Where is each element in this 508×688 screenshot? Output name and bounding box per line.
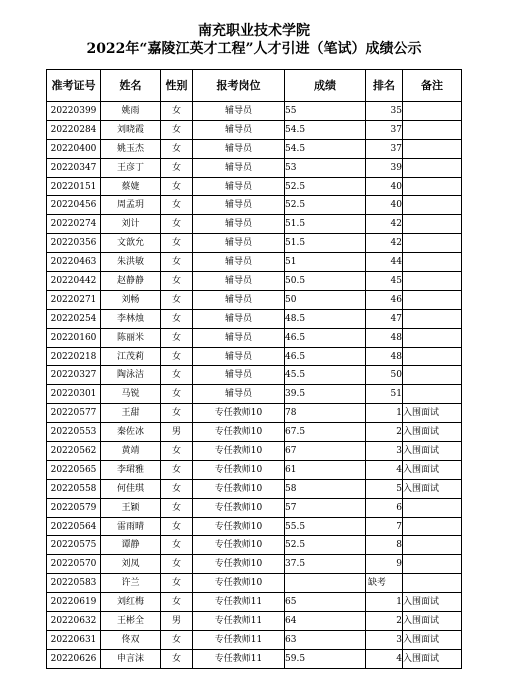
exam-id-cell: 20220463 — [47, 253, 101, 272]
gender-cell: 男 — [161, 612, 193, 631]
remarks-cell — [403, 536, 462, 555]
gender-cell: 女 — [161, 196, 193, 215]
score-cell: 46.5 — [285, 328, 366, 347]
position-cell: 辅导员 — [193, 347, 285, 366]
table-row — [47, 555, 462, 574]
position-cell: 专任教师10 — [193, 498, 285, 517]
exam-id-cell: 20220562 — [47, 442, 101, 461]
rank-cell: 3 — [366, 442, 403, 461]
remarks-cell: 入围面试 — [403, 442, 462, 461]
remarks-cell — [403, 574, 462, 593]
gender-cell: 女 — [161, 272, 193, 291]
gender-cell: 女 — [161, 309, 193, 328]
name-cell: 王彦丁 — [101, 158, 161, 177]
score-cell: 67.5 — [285, 423, 366, 442]
results-table — [46, 69, 462, 669]
score-cell: 64 — [285, 612, 366, 631]
name-cell: 刘计 — [101, 215, 161, 234]
exam-id-cell: 20220632 — [47, 612, 101, 631]
rank-cell: 35 — [366, 102, 403, 121]
exam-id-cell: 20220218 — [47, 347, 101, 366]
position-cell: 专任教师10 — [193, 404, 285, 423]
name-cell: 陈丽米 — [101, 328, 161, 347]
remarks-cell — [403, 196, 462, 215]
name-cell: 刘晓霞 — [101, 120, 161, 139]
score-cell: 78 — [285, 404, 366, 423]
exam-id-cell: 20220327 — [47, 366, 101, 385]
gender-cell: 女 — [161, 139, 193, 158]
table-row — [47, 366, 462, 385]
gender-cell: 女 — [161, 593, 193, 612]
remarks-cell — [403, 253, 462, 272]
exam-id-cell: 20220579 — [47, 498, 101, 517]
name-cell: 许兰 — [101, 574, 161, 593]
table-row — [47, 139, 462, 158]
score-cell: 59.5 — [285, 649, 366, 668]
position-cell: 专任教师10 — [193, 442, 285, 461]
gender-cell: 女 — [161, 328, 193, 347]
rank-cell: 48 — [366, 328, 403, 347]
position-cell: 辅导员 — [193, 309, 285, 328]
gender-cell: 女 — [161, 102, 193, 121]
exam-id-cell: 20220301 — [47, 385, 101, 404]
name-cell: 申言沫 — [101, 649, 161, 668]
name-cell: 王颖 — [101, 498, 161, 517]
rank-cell: 46 — [366, 290, 403, 309]
score-cell: 57 — [285, 498, 366, 517]
name-cell: 刘凤 — [101, 555, 161, 574]
position-cell: 专任教师11 — [193, 649, 285, 668]
score-cell: 52.5 — [285, 177, 366, 196]
exam-id-cell: 20220570 — [47, 555, 101, 574]
table-row — [47, 404, 462, 423]
position-cell: 辅导员 — [193, 385, 285, 404]
exam-id-cell: 20220160 — [47, 328, 101, 347]
remarks-cell: 入围面试 — [403, 404, 462, 423]
name-cell: 黄靖 — [101, 442, 161, 461]
position-cell: 辅导员 — [193, 139, 285, 158]
column-header-exam-id: 准考证号 — [47, 70, 101, 102]
exam-id-cell: 20220442 — [47, 272, 101, 291]
column-header-position: 报考岗位 — [193, 70, 285, 102]
score-cell: 55.5 — [285, 517, 366, 536]
exam-id-cell: 20220619 — [47, 593, 101, 612]
name-cell: 朱洪敏 — [101, 253, 161, 272]
position-cell: 专任教师10 — [193, 536, 285, 555]
exam-id-cell: 20220583 — [47, 574, 101, 593]
table-row — [47, 328, 462, 347]
exam-id-cell: 20220151 — [47, 177, 101, 196]
column-header-gender: 性别 — [161, 70, 193, 102]
gender-cell: 女 — [161, 290, 193, 309]
name-cell: 王彬全 — [101, 612, 161, 631]
rank-cell: 2 — [366, 612, 403, 631]
name-cell: 何佳琪 — [101, 479, 161, 498]
position-cell: 辅导员 — [193, 290, 285, 309]
institution-title: 南充职业技术学院 — [198, 23, 310, 39]
table-row — [47, 574, 462, 593]
remarks-cell: 入围面试 — [403, 612, 462, 631]
rank-cell: 40 — [366, 177, 403, 196]
table-row — [47, 347, 462, 366]
gender-cell: 女 — [161, 630, 193, 649]
score-cell: 54.5 — [285, 120, 366, 139]
exam-id-cell: 20220271 — [47, 290, 101, 309]
gender-cell: 女 — [161, 366, 193, 385]
table-row — [47, 593, 462, 612]
rank-cell: 1 — [366, 593, 403, 612]
gender-cell: 女 — [161, 385, 193, 404]
exam-id-cell: 20220626 — [47, 649, 101, 668]
name-cell: 陶泳洁 — [101, 366, 161, 385]
remarks-cell — [403, 498, 462, 517]
score-cell: 65 — [285, 593, 366, 612]
rank-cell: 37 — [366, 120, 403, 139]
table-row — [47, 272, 462, 291]
table-body — [47, 102, 462, 669]
name-cell: 刘红梅 — [101, 593, 161, 612]
gender-cell: 女 — [161, 479, 193, 498]
exam-id-cell: 20220274 — [47, 215, 101, 234]
position-cell: 专任教师10 — [193, 423, 285, 442]
name-cell: 王甜 — [101, 404, 161, 423]
score-cell: 45.5 — [285, 366, 366, 385]
rank-cell: 51 — [366, 385, 403, 404]
name-cell: 秦佐冰 — [101, 423, 161, 442]
rank-cell: 44 — [366, 253, 403, 272]
name-cell: 雷雨晴 — [101, 517, 161, 536]
table-row — [47, 536, 462, 555]
table-row — [47, 102, 462, 121]
score-cell: 39.5 — [285, 385, 366, 404]
score-cell: 53 — [285, 158, 366, 177]
remarks-cell — [403, 347, 462, 366]
table-row — [47, 177, 462, 196]
gender-cell: 女 — [161, 404, 193, 423]
gender-cell: 女 — [161, 498, 193, 517]
table-row — [47, 120, 462, 139]
table-row — [47, 460, 462, 479]
name-cell: 蔡婕 — [101, 177, 161, 196]
exam-id-cell: 20220577 — [47, 404, 101, 423]
remarks-cell — [403, 120, 462, 139]
position-cell: 专任教师10 — [193, 555, 285, 574]
table-row — [47, 215, 462, 234]
name-cell: 姚雨 — [101, 102, 161, 121]
document-title: 2022年“嘉陵江英才工程”人才引进（笔试）成绩公示 — [86, 41, 422, 57]
name-cell: 江茂莉 — [101, 347, 161, 366]
position-cell: 辅导员 — [193, 234, 285, 253]
remarks-cell — [403, 366, 462, 385]
remarks-cell — [403, 215, 462, 234]
rank-cell: 9 — [366, 555, 403, 574]
exam-id-cell: 20220553 — [47, 423, 101, 442]
rank-cell: 4 — [366, 460, 403, 479]
position-cell: 辅导员 — [193, 177, 285, 196]
exam-id-cell: 20220558 — [47, 479, 101, 498]
remarks-cell: 入围面试 — [403, 593, 462, 612]
name-cell: 赵静静 — [101, 272, 161, 291]
score-cell: 58 — [285, 479, 366, 498]
remarks-cell: 入围面试 — [403, 460, 462, 479]
table-row — [47, 517, 462, 536]
table-row — [47, 612, 462, 631]
gender-cell: 女 — [161, 517, 193, 536]
position-cell: 专任教师11 — [193, 612, 285, 631]
score-cell: 50.5 — [285, 272, 366, 291]
position-cell: 辅导员 — [193, 120, 285, 139]
score-cell: 37.5 — [285, 555, 366, 574]
gender-cell: 男 — [161, 423, 193, 442]
exam-id-cell: 20220400 — [47, 139, 101, 158]
remarks-cell — [403, 177, 462, 196]
column-header-score: 成绩 — [285, 70, 366, 102]
score-cell: 52.5 — [285, 536, 366, 555]
position-cell: 辅导员 — [193, 196, 285, 215]
table-row — [47, 196, 462, 215]
gender-cell: 女 — [161, 234, 193, 253]
remarks-cell: 入围面试 — [403, 423, 462, 442]
name-cell: 刘畅 — [101, 290, 161, 309]
table-row — [47, 385, 462, 404]
name-cell: 周孟玥 — [101, 196, 161, 215]
score-cell: 50 — [285, 290, 366, 309]
gender-cell: 女 — [161, 555, 193, 574]
score-cell: 61 — [285, 460, 366, 479]
remarks-cell: 入围面试 — [403, 649, 462, 668]
table-row — [47, 234, 462, 253]
gender-cell: 女 — [161, 574, 193, 593]
gender-cell: 女 — [161, 253, 193, 272]
name-cell: 佟双 — [101, 630, 161, 649]
table-row — [47, 253, 462, 272]
gender-cell: 女 — [161, 215, 193, 234]
rank-cell: 5 — [366, 479, 403, 498]
gender-cell: 女 — [161, 649, 193, 668]
column-header-rank: 排名 — [366, 70, 403, 102]
position-cell: 辅导员 — [193, 102, 285, 121]
table-row — [47, 479, 462, 498]
score-cell: 63 — [285, 630, 366, 649]
remarks-cell — [403, 517, 462, 536]
position-cell: 专任教师11 — [193, 630, 285, 649]
score-cell: 51.5 — [285, 215, 366, 234]
score-cell: 48.5 — [285, 309, 366, 328]
position-cell: 专任教师11 — [193, 593, 285, 612]
rank-cell: 42 — [366, 215, 403, 234]
position-cell: 辅导员 — [193, 272, 285, 291]
name-cell: 谭静 — [101, 536, 161, 555]
score-cell: 51.5 — [285, 234, 366, 253]
gender-cell: 女 — [161, 120, 193, 139]
rank-cell: 37 — [366, 139, 403, 158]
position-cell: 辅导员 — [193, 158, 285, 177]
position-cell: 辅导员 — [193, 366, 285, 385]
exam-id-cell: 20220399 — [47, 102, 101, 121]
position-cell: 专任教师10 — [193, 460, 285, 479]
gender-cell: 女 — [161, 442, 193, 461]
rank-cell: 6 — [366, 498, 403, 517]
gender-cell: 女 — [161, 460, 193, 479]
gender-cell: 女 — [161, 177, 193, 196]
position-cell: 专任教师10 — [193, 479, 285, 498]
remarks-cell — [403, 234, 462, 253]
remarks-cell — [403, 272, 462, 291]
remarks-cell — [403, 328, 462, 347]
position-cell: 专任教师10 — [193, 517, 285, 536]
score-cell: 67 — [285, 442, 366, 461]
remarks-cell — [403, 102, 462, 121]
position-cell: 辅导员 — [193, 328, 285, 347]
name-cell: 李林烛 — [101, 309, 161, 328]
table-row — [47, 498, 462, 517]
rank-cell: 39 — [366, 158, 403, 177]
remarks-cell — [403, 555, 462, 574]
name-cell: 李珺雅 — [101, 460, 161, 479]
rank-cell: 7 — [366, 517, 403, 536]
exam-id-cell: 20220347 — [47, 158, 101, 177]
exam-id-cell: 20220254 — [47, 309, 101, 328]
exam-id-cell: 20220575 — [47, 536, 101, 555]
rank-cell: 4 — [366, 649, 403, 668]
remarks-cell: 入围面试 — [403, 630, 462, 649]
exam-id-cell: 20220631 — [47, 630, 101, 649]
table-row — [47, 158, 462, 177]
exam-id-cell: 20220565 — [47, 460, 101, 479]
remarks-cell — [403, 385, 462, 404]
score-cell: 55 — [285, 102, 366, 121]
table-row — [47, 309, 462, 328]
gender-cell: 女 — [161, 347, 193, 366]
remarks-cell — [403, 158, 462, 177]
score-cell: 52.5 — [285, 196, 366, 215]
table-row — [47, 423, 462, 442]
column-header-name: 姓名 — [101, 70, 161, 102]
table-row — [47, 442, 462, 461]
rank-cell: 48 — [366, 347, 403, 366]
exam-id-cell: 20220564 — [47, 517, 101, 536]
gender-cell: 女 — [161, 536, 193, 555]
exam-id-cell: 20220284 — [47, 120, 101, 139]
position-cell: 辅导员 — [193, 215, 285, 234]
rank-cell: 8 — [366, 536, 403, 555]
rank-cell: 3 — [366, 630, 403, 649]
remarks-cell — [403, 309, 462, 328]
name-cell: 文歆允 — [101, 234, 161, 253]
column-header-remarks: 备注 — [403, 70, 462, 102]
rank-cell: 1 — [366, 404, 403, 423]
score-cell — [285, 574, 366, 593]
rank-cell: 47 — [366, 309, 403, 328]
exam-id-cell: 20220456 — [47, 196, 101, 215]
name-cell: 姚玉杰 — [101, 139, 161, 158]
score-cell: 46.5 — [285, 347, 366, 366]
rank-cell: 50 — [366, 366, 403, 385]
table-row — [47, 649, 462, 668]
remarks-cell: 入围面试 — [403, 479, 462, 498]
rank-cell: 缺考 — [366, 574, 403, 593]
rank-cell: 45 — [366, 272, 403, 291]
score-cell: 54.5 — [285, 139, 366, 158]
rank-cell: 2 — [366, 423, 403, 442]
name-cell: 马锐 — [101, 385, 161, 404]
position-cell: 辅导员 — [193, 253, 285, 272]
remarks-cell — [403, 139, 462, 158]
gender-cell: 女 — [161, 158, 193, 177]
remarks-cell — [403, 290, 462, 309]
table-header-row — [47, 70, 462, 102]
score-cell: 51 — [285, 253, 366, 272]
rank-cell: 42 — [366, 234, 403, 253]
position-cell: 专任教师10 — [193, 574, 285, 593]
table-row — [47, 290, 462, 309]
table-row — [47, 630, 462, 649]
rank-cell: 40 — [366, 196, 403, 215]
exam-id-cell: 20220356 — [47, 234, 101, 253]
